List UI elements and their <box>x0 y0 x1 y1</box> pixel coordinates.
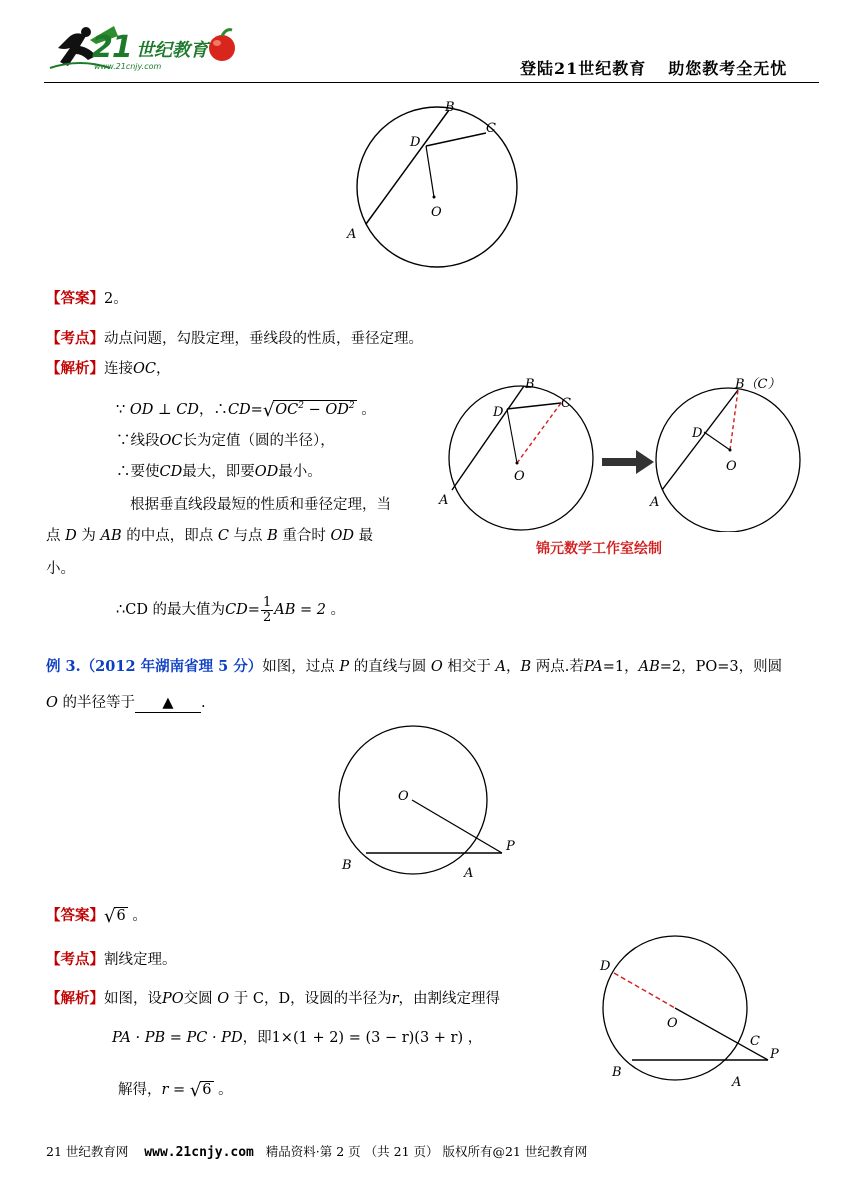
ex3-text-f: =2，PO=3，则圆 <box>659 659 783 675</box>
ex3-text-e: =1， <box>602 659 639 675</box>
answer-3-tag: 【答案】 <box>46 907 104 924</box>
apple-logo-icon <box>202 26 242 66</box>
j3c: 于 C，D，设圆的半径为 <box>233 991 392 1007</box>
jiexi-line: 【解析】连接OC， <box>46 360 171 377</box>
l1g: − OD <box>304 402 349 418</box>
fig2-left-b: B <box>525 377 535 392</box>
fig4-label-o: O <box>667 1016 678 1031</box>
l7a: ∴CD 的最大值为 <box>116 602 226 619</box>
fig4-label-b: B <box>612 1065 622 1080</box>
fig1-label-d: D <box>410 135 421 150</box>
l5k: 最 <box>358 528 374 544</box>
example-source: （2012 年湖南省理 5 分） <box>80 658 263 675</box>
l1e: OC <box>275 402 299 418</box>
fig4-label-a: A <box>732 1075 742 1090</box>
fig2-left-a: A <box>439 493 449 508</box>
fig4-label-d: D <box>600 959 611 974</box>
ex3-a: A <box>495 659 506 675</box>
l1c: ，∴ <box>198 402 228 418</box>
answer-value: 2。 <box>104 291 128 307</box>
right-arrow-icon <box>602 450 654 474</box>
kaodian-3-tag: 【考点】 <box>46 951 104 968</box>
ex3-pa: PA <box>583 659 603 675</box>
j3o: O <box>217 991 230 1007</box>
solution-line-2 <box>116 433 335 450</box>
logo-number: 21 <box>92 30 132 65</box>
example-3-line-2 <box>46 695 206 713</box>
figure-2-comparison <box>430 372 810 532</box>
eq-d: ， <box>463 1030 483 1046</box>
page-footer <box>46 1142 587 1160</box>
fig3-label-b: B <box>342 858 352 873</box>
kaodian-tag: 【考点】 <box>46 330 104 347</box>
l5d: AB <box>100 528 122 544</box>
jiexi-oc: OC <box>133 361 156 377</box>
sol-b: r = <box>161 1082 190 1098</box>
slogan-right: 助您教考全无忧 <box>668 59 788 78</box>
figure-4-circle <box>590 930 790 1095</box>
l5j: OD <box>330 528 355 544</box>
fig2-right-bc: B（C） <box>735 377 781 392</box>
j3b: 交圆 <box>183 991 213 1007</box>
l5e: 的中点，即点 <box>126 528 214 544</box>
fig3-label-a: A <box>464 866 474 881</box>
jiexi-intro: 连接 <box>104 361 133 377</box>
kaodian-line <box>46 330 423 348</box>
logo-name: 世纪教育 <box>136 40 208 61</box>
j3po: PO <box>162 991 184 1007</box>
l3a: ∴要使 <box>116 464 160 480</box>
equation-line <box>112 1030 482 1047</box>
j3r: r <box>391 991 399 1007</box>
slogan-left: 登陆21世纪教育 <box>520 59 647 78</box>
l3b: CD <box>159 464 183 480</box>
ex3-ab: AB <box>638 659 660 675</box>
fig2-left-c: C <box>561 396 571 411</box>
sqrt-body <box>273 400 356 419</box>
figure-1-circle <box>340 96 530 281</box>
figure-3-circle <box>330 722 530 882</box>
l5f: C <box>217 528 229 544</box>
ex3-text-a: 如图，过点 <box>262 659 335 675</box>
answer-blank: ▲ <box>135 695 201 713</box>
ex3-text-b: 的直线与圆 <box>353 659 427 675</box>
l7c: AB = 2 <box>274 602 326 619</box>
solution-line-1 <box>116 400 376 422</box>
eq-a: PA · PB = PC · PD <box>112 1030 243 1046</box>
l5a: 点 <box>46 528 61 544</box>
answer-3-line <box>46 906 147 928</box>
sqrt-icon: √ <box>262 400 275 421</box>
footer-url[interactable]: www.21cnjy.com <box>144 1145 254 1160</box>
fig3-label-p: P <box>506 839 515 854</box>
l1a: ∵ <box>116 402 126 418</box>
jiexi-3-line <box>46 990 500 1008</box>
ex3-text-d: 两点.若 <box>535 659 584 675</box>
jiexi-3-tag: 【解析】 <box>46 990 104 1007</box>
solution-line-7 <box>116 596 345 624</box>
solution-line-3 <box>116 464 322 481</box>
header-divider <box>44 82 819 83</box>
fig2-left-d: D <box>493 405 504 420</box>
l5g: 与点 <box>233 528 263 544</box>
l5h: B <box>267 528 278 544</box>
kaodian-text: 动点问题，勾股定理，垂线段的性质，垂径定理。 <box>104 331 423 347</box>
answer-tag: 【答案】 <box>46 290 104 307</box>
fig1-label-b: B <box>445 100 455 115</box>
answer-3-radicand: 6 <box>116 908 126 924</box>
ex3-b: B <box>520 659 532 675</box>
l2b: OC <box>159 433 183 449</box>
example-label: 例 3. <box>46 658 81 675</box>
fig1-label-a: A <box>347 227 357 242</box>
fig1-label-c: C <box>486 121 496 136</box>
fig4-label-p: P <box>770 1047 779 1062</box>
answer-3-end: 。 <box>127 908 147 924</box>
eq-b: ，即 <box>242 1030 272 1046</box>
ex3-text-c: 相交于 <box>447 659 491 675</box>
l7b: CD= <box>225 602 260 619</box>
l3c: 最大，即要 <box>182 464 255 480</box>
fig2-right-o: O <box>726 459 737 474</box>
jiexi-tag: 【解析】 <box>46 360 104 377</box>
solution-3-line <box>118 1080 233 1102</box>
answer-line <box>46 290 128 308</box>
sqrt-icon: √ <box>104 906 116 927</box>
ex3-o: O <box>430 659 443 675</box>
ex3-period: . <box>201 695 206 711</box>
solution-line-4: 根据垂直线段最短的性质和垂径定理，当 <box>130 497 391 513</box>
sol-radicand: 6 <box>202 1082 212 1098</box>
l3e: 最小。 <box>278 464 322 480</box>
footer-site: 21 世纪教育网 <box>46 1144 129 1159</box>
ex3-o2: O <box>46 695 58 711</box>
kaodian-3-line <box>46 951 177 969</box>
l2c: 长为定值（圆的半径）， <box>182 433 335 449</box>
kaodian-3-text: 割线定理。 <box>104 952 177 968</box>
j3d: ，由割线定理得 <box>398 991 501 1007</box>
sol-a: 解得， <box>118 1082 162 1098</box>
fraction-half <box>261 596 273 624</box>
fig1-label-o: O <box>431 205 442 220</box>
l1f: 2 <box>298 401 305 412</box>
footer-text: 精品资料·第 2 页 （共 21 页） 版权所有@21 世纪教育网 <box>265 1144 588 1159</box>
l2a: ∵线段 <box>116 433 160 449</box>
solution-line-6: 小。 <box>46 561 75 577</box>
figure-2-caption: 锦元数学工作室绘制 <box>536 541 662 557</box>
frac-num: 1 <box>262 595 272 610</box>
l5b: D <box>65 528 77 544</box>
fig3-label-o: O <box>398 789 409 804</box>
sqrt-icon: √ <box>189 1080 202 1101</box>
l5i: 重合时 <box>282 528 326 544</box>
ex3-text-g: 的半径等于 <box>62 695 135 711</box>
fig2-right-d: D <box>692 426 703 441</box>
l1d: CD= <box>227 402 263 418</box>
l1i: 。 <box>356 402 376 418</box>
l3d: OD <box>254 464 279 480</box>
eq-c: 1×(1 + 2) = (3 − r)(3 + r) <box>271 1030 464 1046</box>
header-slogan <box>520 56 787 79</box>
ex3-comma: ， <box>505 659 521 675</box>
l1b: OD ⊥ CD <box>129 402 199 418</box>
l7d: 。 <box>325 602 346 619</box>
fig2-left-o: O <box>514 469 525 484</box>
ex3-p: P <box>339 659 350 675</box>
fig4-label-c: C <box>750 1034 760 1049</box>
l1h: 2 <box>348 401 355 412</box>
j3a: 如图，设 <box>104 991 162 1007</box>
frac-den: 2 <box>262 609 272 625</box>
sol-c: 。 <box>213 1082 233 1098</box>
example-3-line-1 <box>46 658 782 676</box>
solution-line-5 <box>46 528 373 545</box>
l5c: 为 <box>81 528 96 544</box>
logo-url: www.21cnjy.com <box>94 62 162 71</box>
fig2-right-a: A <box>650 495 660 510</box>
